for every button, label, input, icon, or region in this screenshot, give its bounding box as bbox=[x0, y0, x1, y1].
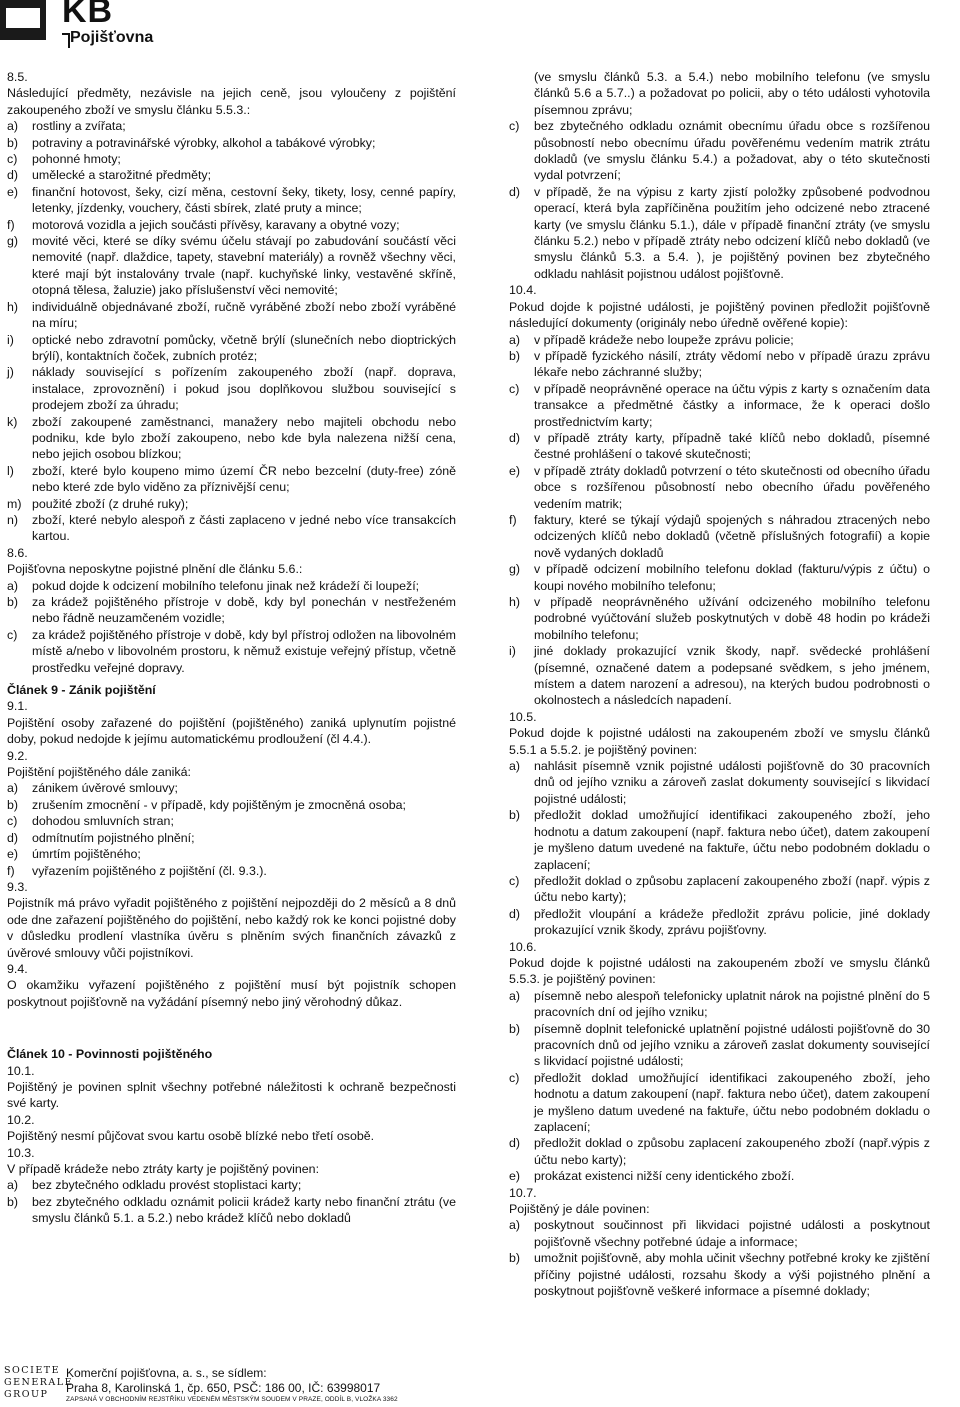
list-item bbox=[7, 217, 456, 233]
list-item bbox=[509, 807, 930, 873]
societe-generale-logo bbox=[4, 1365, 73, 1401]
list-item-text: v případě ztráty karty, případně také klíčů nebo dokladů, písemné čestné prohlášení o takové skutečnosti; bbox=[534, 430, 930, 462]
list-item bbox=[7, 813, 456, 829]
list-marker: f) bbox=[7, 863, 15, 878]
list-item bbox=[7, 151, 456, 167]
list-marker: g) bbox=[509, 562, 521, 577]
list-item-text: movité věci, které se díky svému účelu stávají po zabudování součástí věci nemovité (např. dlaždice, tapety, stavební materiály) a rovněž všechny věci, které mají být instalovány trvale (např. kuchyňské linky, vestavěné skříně, otopná tělesa, žaluzie) jako příslušenství věci nemovité; bbox=[32, 234, 456, 298]
section-text: Pojištění osoby zařazené do pojištění (pojištěného) zaniká uplynutím pojistné doby, pokud nedojde k jejímu automatickému prodloužení (čl 4.4.). bbox=[7, 715, 456, 747]
section-intro: Následující předměty, nezávisle na jejich ceně, jsou vyloučeny z pojištění zakoupeného zboží ve smyslu článku 5.5.3.: bbox=[7, 86, 456, 117]
list-item-text: zboží zakoupené zaměstnanci, manažery nebo majiteli obchodu nebo podniku, kde bylo zboží zakoupeno, nebo kde byla nalezena nižší cena, nebo jejich osobou blízkou; bbox=[32, 414, 456, 462]
list-item bbox=[7, 594, 456, 627]
list-item bbox=[509, 594, 930, 643]
list-item-text: faktury, které se týkají výdajů spojených s náhradou ztracených nebo odcizených klíčů nebo dokladů (včetně příslušných fotografií) a kopie nově vydaných dokladů bbox=[534, 512, 930, 560]
list-item-text: bez zbytečného odkladu oznámit policii krádež karty nebo finanční ztrátu (ve smyslu článků 5.1. a 5.2.) nebo krádež klíčů nebo dokladů bbox=[32, 1194, 456, 1226]
list-item bbox=[7, 846, 456, 862]
list-marker: d) bbox=[509, 906, 521, 921]
list-item-text: v případě ztráty dokladů potvrzení o této skutečnosti od obecního úřadu obce s rozšířenou působností nebo obecního úřadu pověřeného vedením matrik; bbox=[534, 463, 930, 511]
list-item bbox=[509, 348, 930, 381]
footer-line: Praha 8, Karolinská 1, čp. 650, PSČ: 186 00, IČ: 63998017 bbox=[66, 1381, 381, 1395]
list-marker: m) bbox=[7, 496, 22, 511]
section-number: 10.7. bbox=[509, 1185, 537, 1200]
list-marker: d) bbox=[7, 168, 19, 183]
section-number: 9.4. bbox=[7, 961, 28, 976]
list-marker: e) bbox=[7, 184, 19, 199]
list bbox=[509, 332, 930, 709]
list-marker: d) bbox=[509, 430, 521, 445]
list-item bbox=[509, 512, 930, 561]
list-marker: a) bbox=[509, 332, 521, 347]
section-text: Pojištěný nesmí půjčovat svou kartu osobě blízké nebo třetí osobě. bbox=[7, 1129, 375, 1144]
list-item bbox=[7, 167, 456, 183]
list-item-text: potraviny a potravinářské výrobky, alkohol a tabákové výrobky; bbox=[32, 135, 376, 150]
brand-name: KB bbox=[62, 0, 114, 30]
logo-line: GENERALE bbox=[4, 1377, 74, 1388]
list-item-text: prokázat existenci nižší ceny identického zboží. bbox=[534, 1169, 795, 1184]
list-item-text: optické nebo zdravotní pomůcky, včetně brýlí (slunečních nebo dioptrických brýlí), kontaktních čoček, zubních protéz; bbox=[32, 332, 456, 363]
list-marker: l) bbox=[7, 463, 14, 478]
footer-registry: ZAPSANÁ V OBCHODNÍM REJSTŘÍKU VEDENÉM MĚSTSKÝM SOUDEM V PRAZE, ODDÍL B, VLOŽKA 3362 bbox=[66, 1396, 398, 1403]
list-marker: k) bbox=[7, 414, 18, 429]
list-marker: f) bbox=[509, 512, 517, 527]
list-item-text: individuálně objednávané zboží, ručně vyráběné zboží nebo zboží vyráběné na míru; bbox=[32, 299, 456, 331]
list-item-text: jiné doklady prokazující vznik škody, např. svědecké prohlášení (písemné, označené datem a podepsané svědkem, s jeho jménem, místem a datem narození a adresou), na kterých budou podrobnosti o okolnostech a následcích napadení. bbox=[534, 644, 930, 708]
list-item-text: v případě fyzického násilí, ztráty vědomí nebo v případě úrazu zprávu lékaře nebo záchranné služby; bbox=[534, 348, 930, 380]
bracket-icon bbox=[62, 33, 70, 48]
list-item-text: zrušením zmocnění - v případě, kdy pojištěným je zmocněná osoba; bbox=[32, 797, 406, 812]
list-marker: c) bbox=[7, 814, 18, 829]
section-number: 9.1. bbox=[7, 699, 28, 714]
list-marker: c) bbox=[509, 381, 520, 396]
list-item bbox=[509, 463, 930, 512]
section-intro: Pokud dojde k pojistné události na zakoupeném zboží ve smyslu článků 5.5.1 a 5.5.2. je pojištěný povinen: bbox=[509, 726, 930, 757]
section-number: 9.3. bbox=[7, 879, 28, 894]
list-item-text: pohonné hmoty; bbox=[32, 152, 121, 167]
section-number: 10.6. bbox=[509, 939, 537, 954]
list-marker: a) bbox=[509, 759, 521, 774]
section-text: O okamžiku vyřazení pojištěného z pojištění musí být pojistník schopen poskytnout pojišťovně na vyžádání písemný nebo jiný věrohodný důkaz. bbox=[7, 978, 456, 1009]
list-marker: c) bbox=[7, 152, 18, 167]
list-item bbox=[7, 364, 456, 413]
list-item-text: umožnit pojišťovně, aby mohla učinit všechny potřebné kroky ke zjištění příčiny pojistné události, rozsahu škody a výši pojistného plnění a poskytnout pojišťovně veškeré informace a písemné doklady; bbox=[534, 1251, 930, 1299]
list-marker: c) bbox=[509, 873, 520, 888]
list-marker: b) bbox=[7, 595, 19, 609]
section-intro: Pokud dojde k pojistné události, je pojištěný povinen předložit pojišťovně následující dokumenty (originály nebo úředně ověřené kopie): bbox=[509, 299, 930, 331]
list-item-text: v případě neoprávněné operace na účtu výpis z karty s označením data transakce a předmětné částky a informace, že k operaci došlo prostřednictvím karty; bbox=[534, 381, 930, 429]
list-marker: j) bbox=[7, 365, 14, 380]
list-item bbox=[509, 873, 930, 906]
list bbox=[509, 988, 930, 1185]
list-item-text: odmítnutím pojistného plnění; bbox=[32, 830, 195, 845]
list-item-text: úmrtím pojištěného; bbox=[32, 847, 141, 862]
list-item-text: za krádež pojištěného přístroje v době, kdy byl ponechán v nestřeženém nebo řádně neuzamčeném vozidle; bbox=[32, 595, 456, 626]
list-marker: e) bbox=[509, 463, 521, 478]
brand-subtitle: Pojišťovna bbox=[70, 29, 154, 46]
list-item-text: finanční hotovost, šeky, cizí měna, cestovní šeky, tikety, losy, cenné papíry, letenky, jízdenky, vouchery, části sbírek, zlaté pruty a mince; bbox=[32, 184, 456, 216]
list-item-text: umělecké a starožitné předměty; bbox=[32, 168, 212, 183]
list-marker: b) bbox=[7, 1194, 19, 1209]
list-item-text: v případě odcizení mobilního telefonu doklad (fakturu/výpis z účtu) o koupi nového mobilního telefonu; bbox=[534, 562, 930, 593]
section-number: 10.5. bbox=[509, 709, 537, 724]
article-9-heading: Článek 9 - Zánik pojištění bbox=[7, 683, 156, 698]
footer-company-info bbox=[66, 1366, 398, 1404]
list-marker: d) bbox=[7, 830, 19, 845]
list-item-text: za krádež pojištěného přístroje v době, kdy byl přístroj odložen na libovolném místě a/nebo v libovolném prostoru, k němuž existuje veřejný přístup, včetně prostředku veřejné dopravy. bbox=[32, 627, 456, 675]
list-marker: b) bbox=[509, 348, 521, 363]
list-item bbox=[509, 643, 930, 709]
list-item-text: použité zboží (z druhé ruky); bbox=[32, 496, 189, 511]
list-marker: b) bbox=[509, 808, 521, 823]
section-text: Pojištěný je povinen splnit všechny potřebné náležitosti k ochraně bezpečnosti své karty. bbox=[7, 1079, 456, 1111]
list-item-text: zboží, které nebylo alespoň z části zaplaceno v jedné nebo více transakcích kartou. bbox=[32, 512, 456, 544]
list-item bbox=[509, 430, 930, 463]
list-marker: d) bbox=[509, 184, 521, 199]
list-item-text: nahlásit písemně vznik pojistné události pojišťovně do 30 pracovních dnů od jejího vzniku a zároveň zaslat dokumenty související s likvidací pojistné události; bbox=[534, 759, 930, 806]
list-marker: n) bbox=[7, 512, 19, 527]
list-item bbox=[7, 118, 456, 134]
list-item bbox=[509, 332, 930, 348]
list-marker: f) bbox=[7, 217, 15, 232]
list-marker: a) bbox=[7, 119, 19, 134]
list-marker: b) bbox=[7, 797, 19, 812]
list-marker: e) bbox=[509, 1169, 521, 1184]
list-item-text: písemně doplnit telefonické uplatnění pojistné události pojišťovně do 30 pracovních dnů od jejího vzniku a zároveň zaslat dokumenty související s likvidací pojistné události; bbox=[534, 1021, 930, 1069]
list-marker: a) bbox=[509, 988, 521, 1003]
list-marker: c) bbox=[509, 1070, 520, 1085]
list-item-text: pokud dojde k odcizení mobilního telefonu jinak než krádeží či loupeží; bbox=[32, 578, 420, 593]
list-item bbox=[509, 906, 930, 939]
list-item bbox=[7, 332, 456, 365]
list-marker: b) bbox=[509, 1021, 521, 1036]
list-item bbox=[7, 463, 456, 496]
continued-text: (ve smyslu článků 5.3. a 5.4.) nebo mobilního telefonu (ve smyslu článků 5.6 a 5.7..) a požadovat po policii, aby o této události vyhotovila písemnou zprávu; bbox=[534, 70, 930, 117]
list-item-text: zboží, které bylo koupeno mimo území ČR nebo bezcelní (duty-free) zóně nebo které zde bylo viděno za příznivější cenu; bbox=[32, 463, 456, 495]
list-item-text: rostliny a zvířata; bbox=[32, 119, 126, 134]
list-item bbox=[7, 780, 456, 796]
list-item-text: zánikem úvěrové smlouvy; bbox=[32, 781, 178, 796]
list-item bbox=[7, 1177, 456, 1193]
list bbox=[509, 118, 930, 282]
section-number: 10.3. bbox=[7, 1145, 35, 1160]
section-intro: V případě krádeže nebo ztráty karty je pojištěný povinen: bbox=[7, 1162, 320, 1176]
list-item bbox=[509, 1168, 930, 1184]
list-item-text: v případě neoprávněného užívání odcizeného mobilního telefonu podrobné vyúčtování služeb poskytnutých v době 48 hodin po krádeži mobilního telefonu; bbox=[534, 595, 930, 642]
list-item bbox=[509, 1250, 930, 1299]
list-marker: h) bbox=[7, 299, 19, 314]
list-marker: g) bbox=[7, 234, 19, 249]
section-number: 8.5. bbox=[7, 70, 28, 84]
list bbox=[7, 1177, 456, 1226]
list-item-text: bez zbytečného odkladu oznámit obecnímu úřadu obce s rozšířenou působností nebo obecnímu úřadu pověřenému vedením matrik ztrátu dokladů (ve smyslu článku 5.4.) a požadovat, aby o této skutečnosti vydal potvrzení; bbox=[534, 119, 930, 183]
list-marker: a) bbox=[7, 781, 19, 796]
list-item-text: vyřazením pojištěného z pojištění (čl. 9.3.). bbox=[32, 863, 267, 878]
list-item bbox=[509, 758, 930, 807]
list-item bbox=[509, 118, 930, 184]
list-item-text: předložit vloupání a krádeže předložit zprávu policie, jiné doklady prokazující vznik škody, zprávu pojišťovny. bbox=[534, 906, 930, 938]
list-marker: i) bbox=[7, 332, 14, 347]
list-item bbox=[509, 1021, 930, 1070]
logo-line: SOCIETE bbox=[4, 1365, 61, 1376]
list-item bbox=[7, 627, 456, 676]
list-item bbox=[509, 1217, 930, 1250]
list-item bbox=[7, 299, 456, 332]
section-intro: Pojištěný je dále povinen: bbox=[509, 1202, 650, 1217]
logo-line: GROUP bbox=[4, 1389, 49, 1400]
list-item bbox=[7, 797, 456, 813]
list bbox=[7, 780, 456, 878]
list-marker: c) bbox=[7, 627, 18, 642]
list-marker: b) bbox=[7, 135, 19, 150]
list bbox=[509, 1217, 930, 1299]
section-number: 10.4. bbox=[509, 283, 537, 298]
list bbox=[7, 578, 456, 676]
footer-line: Komerční pojišťovna, a. s., se sídlem: bbox=[66, 1366, 267, 1380]
list-item-text: poskytnout součinnost při likvidaci pojistné události a poskytnout pojišťovně všechny potřebné údaje a informace; bbox=[534, 1218, 930, 1249]
article-10-heading: Článek 10 - Povinnosti pojištěného bbox=[7, 1047, 213, 1062]
list-marker: a) bbox=[7, 1178, 19, 1193]
left-column bbox=[7, 69, 456, 1227]
list-item-text: předložit doklad o způsobu zaplacení zakoupeného zboží (např. výpis z účtu nebo karty); bbox=[534, 873, 930, 905]
list-item bbox=[7, 414, 456, 463]
list-item-text: v případě krádeže nebo loupeže zprávu policie; bbox=[534, 332, 794, 347]
list-item bbox=[509, 381, 930, 430]
list-marker: a) bbox=[7, 578, 19, 593]
list-item-text: předložit doklad umožňující identifikaci zakoupeného zboží, jeho hodnotu a datum zakoupení (např. faktura nebo účet), datem zakoupení je myšleno datum uvedené na faktuře, účtu nebo podobném dokladu o zaplacení; bbox=[534, 1070, 930, 1134]
list bbox=[7, 118, 456, 545]
list-item bbox=[509, 561, 930, 594]
list-item bbox=[509, 184, 930, 282]
list-item bbox=[509, 1135, 930, 1168]
list-item bbox=[7, 496, 456, 512]
list-item-text: v případě, že na výpisu z karty zjistí položky způsobené podvodnou operací, která byla zapříčiněna použitím jeho odcizené nebo ztracené karty (ve smyslu článku 5.1.), dále v případě finanční ztráty (ve smyslu článku 5.2.) nebo v případě ztráty nebo odcizení klíčů nebo dokladů (ve smyslu článků 5.3. a 5.4. ), je pojištěný povinen bez zbytečného odkladu nahlásit pojistnou událost pojišťovně. bbox=[534, 184, 930, 281]
list-marker: c) bbox=[509, 119, 520, 134]
list-item bbox=[7, 512, 456, 545]
list-item-text: předložit doklad o způsobu zaplacení zakoupeného zboží (např.výpis z účtu nebo karty); bbox=[534, 1136, 930, 1167]
section-number: 9.2. bbox=[7, 748, 28, 763]
list-marker: b) bbox=[509, 1251, 521, 1266]
list-marker: h) bbox=[509, 595, 521, 609]
section-number: 8.6. bbox=[7, 545, 28, 560]
section-intro: Pojišťovna neposkytne pojistné plnění dle článku 5.6.: bbox=[7, 562, 303, 577]
kb-logo-square bbox=[0, 0, 46, 40]
list-item-text: bez zbytečného odkladu provést stoplistaci karty; bbox=[32, 1178, 302, 1193]
list-item bbox=[7, 233, 456, 299]
list-item-text: písemně nebo alespoň telefonicky uplatnit nárok na pojistné plnění do 5 pracovních dní od jejího vzniku; bbox=[534, 988, 930, 1020]
section-number: 10.2. bbox=[7, 1112, 35, 1127]
list-item bbox=[7, 184, 456, 217]
list-item-text: motorová vozidla a jejich součásti přívěsy, karavany a obytné vozy; bbox=[32, 217, 400, 232]
list-marker: i) bbox=[509, 644, 516, 659]
list-item bbox=[509, 988, 930, 1021]
section-intro: Pojištění pojištěného dále zaniká: bbox=[7, 765, 191, 780]
list-item-text: dohodou smluvních stran; bbox=[32, 814, 174, 829]
section-number: 10.1. bbox=[7, 1063, 35, 1078]
list-item bbox=[7, 578, 456, 594]
list-item bbox=[7, 135, 456, 151]
list-item bbox=[509, 1070, 930, 1136]
list-item bbox=[7, 1194, 456, 1227]
right-column bbox=[509, 69, 930, 1299]
list-marker: d) bbox=[509, 1136, 521, 1151]
list-marker: e) bbox=[7, 847, 19, 862]
list-item bbox=[7, 830, 456, 846]
list bbox=[509, 758, 930, 938]
list-marker: a) bbox=[509, 1218, 521, 1233]
list-item bbox=[7, 863, 456, 879]
list-item-text: náklady související s pořízením zakoupeného zboží (např. doprava, instalace, zprovoznění) i pokud jsou doplňkovou službou související s prodejem zboží za úhradu; bbox=[32, 365, 456, 413]
section-text: Pojistník má právo vyřadit pojištěného z pojištění nejpozději do 2 měsíců a 8 dnů ode dne zařazení pojištěného do pojištění, nebo každý rok ke konci pojistné doby v důsledku prodlení vlastníka úvěru s plněním svých finančních závazků z úvěrové smlouvy vůči pojistníkovi. bbox=[7, 896, 456, 960]
list-item-text: předložit doklad umožňující identifikaci zakoupeného zboží, jeho hodnotu a datum zakoupení (např. faktura nebo účet), datem zakoupení je myšleno datum uvedené na faktuře, účtu nebo podobném dokladu o zaplacení; bbox=[534, 808, 930, 872]
section-intro: Pokud dojde k pojistné události na zakoupeném zboží ve smyslu článků 5.5.3. je pojištěný povinen: bbox=[509, 955, 930, 987]
